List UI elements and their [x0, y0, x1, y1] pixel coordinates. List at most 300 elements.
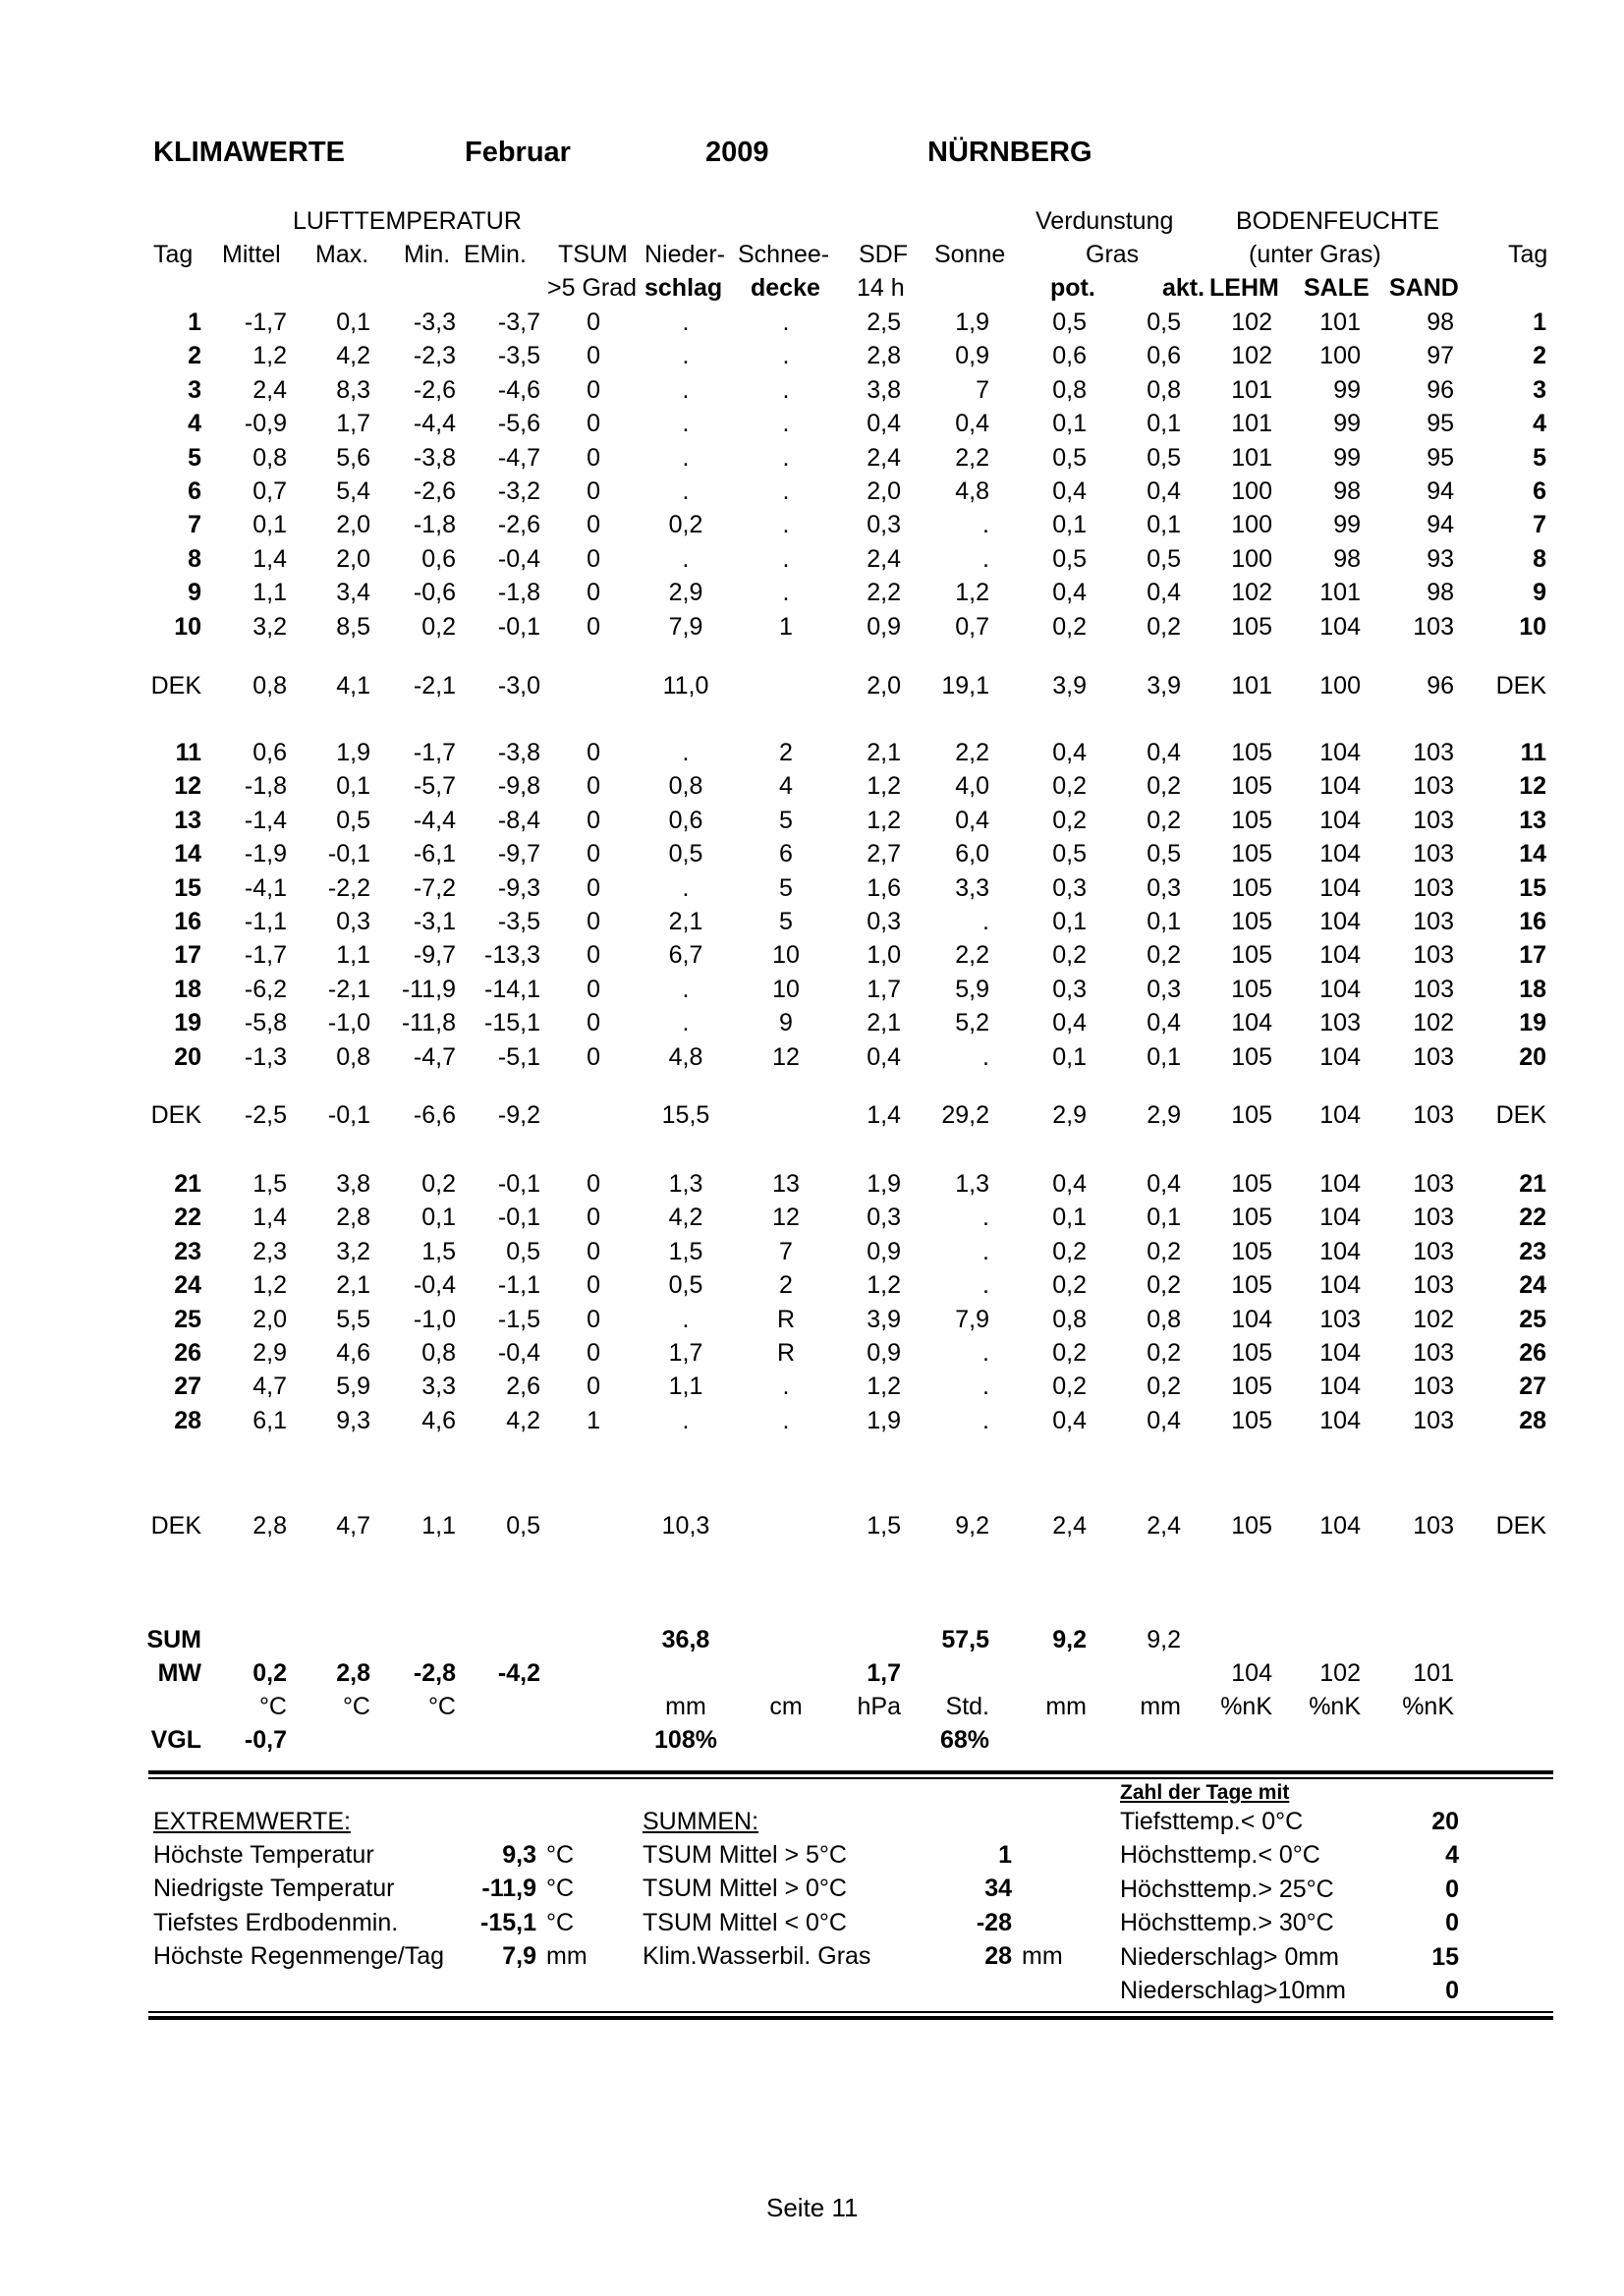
table-cell: 6	[1533, 477, 1546, 505]
dek-cell: 104	[1319, 1512, 1361, 1540]
page-number: Seite 11	[766, 2193, 859, 2222]
bottom-rule-bottom	[148, 2016, 1553, 2020]
table-cell: 0,1	[336, 772, 370, 801]
tage-label: Niederschlag>10mm	[1120, 1977, 1346, 2004]
table-cell: 1,4	[252, 544, 287, 573]
table-cell: -0,9	[244, 410, 287, 438]
title-month: Februar	[465, 137, 571, 168]
table-cell: -2,2	[327, 873, 370, 902]
table-cell: 105	[1231, 772, 1272, 801]
summary-vgl-cell: 108%	[654, 1726, 717, 1754]
extremwerte-unit: °C	[546, 1875, 575, 1903]
table-cell: 0,2	[421, 612, 456, 641]
table-cell: 103	[1413, 1271, 1454, 1300]
summary-units-cell: mm	[1140, 1693, 1181, 1720]
summary-mw-cell: 1,7	[867, 1659, 901, 1687]
table-cell: -0,1	[497, 1170, 540, 1198]
table-cell: -1,4	[244, 806, 287, 834]
table-cell: 7,9	[668, 612, 703, 641]
table-cell: 0,1	[1052, 1042, 1087, 1071]
table-cell: 22	[1519, 1204, 1546, 1232]
table-cell: 1,7	[668, 1339, 703, 1367]
table-cell: -9,7	[497, 840, 540, 868]
table-cell: 102	[1231, 342, 1272, 370]
summary-sum-cell: 57,5	[941, 1626, 989, 1653]
table-cell: -0,1	[497, 612, 540, 641]
table-cell: -1,1	[244, 908, 287, 935]
table-cell: 104	[1319, 840, 1361, 868]
dek-cell: 103	[1413, 1101, 1454, 1129]
table-cell: .	[682, 1406, 690, 1434]
table-cell: 5,9	[955, 975, 989, 1003]
dek-cell: 1,4	[867, 1101, 901, 1129]
table-cell: 0	[587, 342, 600, 370]
table-cell: 0,3	[1147, 975, 1181, 1003]
header-row1-cell: Mittel	[222, 241, 281, 268]
table-cell: -3,5	[497, 342, 540, 370]
table-cell: 0,4	[867, 410, 901, 438]
table-cell: -4,1	[244, 873, 287, 902]
table-cell: 1,0	[867, 941, 901, 970]
table-cell: 26	[174, 1339, 201, 1367]
table-cell: 2,4	[867, 443, 901, 472]
table-cell: 15	[174, 873, 201, 902]
table-cell: 2,0	[252, 1305, 287, 1333]
extremwerte-unit: mm	[546, 1942, 588, 1971]
table-cell: -7,2	[413, 873, 456, 902]
table-cell: 7	[188, 511, 201, 539]
table-cell: 4,2	[668, 1204, 703, 1232]
dek-cell: 105	[1231, 1512, 1272, 1540]
table-cell: 2,2	[867, 579, 901, 607]
dek-cell: 4,1	[336, 672, 370, 700]
table-cell: 2,8	[867, 342, 901, 370]
dek-cell: 96	[1427, 672, 1454, 700]
table-cell: 104	[1319, 873, 1361, 902]
table-cell: -4,7	[413, 1042, 456, 1071]
table-cell: 105	[1231, 1406, 1272, 1434]
table-cell: 0,1	[252, 511, 287, 539]
table-cell: 2,1	[867, 1009, 901, 1037]
table-cell: 0	[587, 975, 600, 1003]
table-cell: 104	[1319, 1170, 1361, 1198]
table-cell: 104	[1319, 806, 1361, 834]
table-cell: 0	[587, 511, 600, 539]
table-cell: 0,4	[1052, 1406, 1087, 1434]
table-cell: 17	[1519, 941, 1546, 970]
table-cell: 0,3	[1052, 975, 1087, 1003]
table-cell: 102	[1231, 308, 1272, 336]
table-cell: 0	[587, 612, 600, 641]
table-cell: 0,4	[955, 410, 989, 438]
dek-cell: 1,1	[421, 1512, 456, 1540]
table-cell: .	[982, 1372, 989, 1401]
table-cell: 104	[1319, 975, 1361, 1003]
table-cell: 0,8	[1052, 1305, 1087, 1333]
table-cell: 1,1	[336, 941, 370, 970]
table-cell: 93	[1427, 544, 1454, 573]
table-cell: .	[682, 375, 690, 404]
tage-label: Höchsttemp.> 25°C	[1120, 1875, 1334, 1903]
table-cell: 1,7	[867, 975, 901, 1003]
table-cell: 6,7	[668, 941, 703, 970]
summary-units-cell: hPa	[857, 1693, 901, 1720]
table-cell: 105	[1231, 1271, 1272, 1300]
table-cell: .	[982, 1271, 989, 1300]
table-cell: 99	[1333, 443, 1361, 472]
table-cell: 2,8	[336, 1204, 370, 1232]
table-cell: 0,2	[1052, 1339, 1087, 1367]
table-cell: 105	[1231, 908, 1272, 935]
table-cell: 100	[1231, 544, 1272, 573]
table-cell: 98	[1427, 308, 1454, 336]
dek-cell: DEK	[150, 1101, 201, 1129]
table-cell: 100	[1319, 342, 1361, 370]
table-cell: 0,2	[1147, 941, 1181, 970]
table-cell: 23	[1519, 1237, 1546, 1265]
header-row2-cell: SAND	[1389, 274, 1459, 302]
tage-label: Tiefsttemp.< 0°C	[1120, 1808, 1304, 1835]
extremwerte-label: Niedrigste Temperatur	[153, 1875, 395, 1903]
extremwerte-value: 9,3	[502, 1841, 536, 1869]
extremwerte-label: Tiefstes Erdbodenmin.	[153, 1908, 399, 1936]
summary-mw-cell: 104	[1231, 1659, 1272, 1687]
summary-vgl-cell: -0,7	[244, 1726, 287, 1754]
table-cell: 0	[587, 544, 600, 573]
table-cell: 0,5	[1052, 308, 1087, 336]
table-cell: 1,9	[336, 739, 370, 766]
table-cell: 105	[1231, 975, 1272, 1003]
tage-value: 0	[1445, 1909, 1459, 1937]
table-cell: 9,3	[336, 1406, 370, 1434]
table-cell: 0,1	[1052, 1204, 1087, 1232]
dek-cell: 29,2	[941, 1101, 989, 1129]
tage-label: Niederschlag> 0mm	[1120, 1942, 1340, 1971]
table-cell: 0,8	[421, 1339, 456, 1367]
table-cell: 102	[1413, 1305, 1454, 1333]
table-cell: 1,5	[421, 1237, 456, 1265]
table-cell: 103	[1413, 772, 1454, 801]
table-cell: 2,1	[668, 908, 703, 935]
table-cell: -3,1	[413, 908, 456, 935]
table-cell: 24	[1519, 1271, 1546, 1300]
table-cell: 1,5	[668, 1237, 703, 1265]
table-cell: -11,9	[401, 975, 456, 1003]
table-cell: 103	[1413, 1237, 1454, 1265]
table-cell: 1,9	[867, 1406, 901, 1434]
table-cell: 9	[779, 1009, 793, 1037]
table-cell: 21	[174, 1170, 201, 1198]
table-cell: 0,5	[1147, 840, 1181, 868]
separator-rule-top	[148, 1770, 1553, 1774]
table-cell: 0,7	[955, 612, 989, 641]
table-cell: 2,4	[252, 375, 287, 404]
summen-unit: mm	[1022, 1942, 1063, 1971]
table-cell: 0,4	[1052, 579, 1087, 607]
table-cell: .	[982, 1042, 989, 1071]
table-cell: 0	[587, 1372, 600, 1401]
table-cell: 0,5	[336, 806, 370, 834]
table-cell: 101	[1231, 375, 1272, 404]
table-cell: 5,5	[336, 1305, 370, 1333]
table-cell: 5	[779, 806, 793, 834]
table-cell: 99	[1333, 375, 1361, 404]
table-cell: .	[782, 443, 790, 472]
table-cell: 0	[587, 1237, 600, 1265]
table-cell: 0,5	[1052, 443, 1087, 472]
dek-cell: 10,3	[661, 1512, 710, 1540]
table-cell: 0,2	[1147, 1339, 1181, 1367]
dek-cell: 1,5	[867, 1512, 901, 1540]
table-cell: 0,4	[1052, 477, 1087, 505]
table-cell: -5,8	[244, 1009, 287, 1037]
table-cell: 0,4	[867, 1042, 901, 1071]
table-cell: 0,2	[1052, 1237, 1087, 1265]
table-cell: 5,2	[955, 1009, 989, 1037]
table-cell: 0	[587, 772, 600, 801]
dek-cell: DEK	[1495, 1101, 1546, 1129]
dek-cell: DEK	[1495, 1512, 1546, 1540]
table-cell: 2	[779, 1271, 793, 1300]
extremwerte-value: -15,1	[480, 1908, 536, 1936]
table-cell: 4,6	[421, 1406, 456, 1434]
header-verdunstung: Verdunstung	[1036, 207, 1174, 235]
table-cell: 0,1	[421, 1204, 456, 1232]
dek-cell: 15,5	[661, 1101, 710, 1129]
table-cell: 105	[1231, 941, 1272, 970]
table-cell: 95	[1427, 410, 1454, 438]
table-cell: 0,8	[336, 1042, 370, 1071]
table-cell: 0	[587, 1204, 600, 1232]
table-cell: 0,4	[1147, 579, 1181, 607]
table-cell: -0,1	[497, 1204, 540, 1232]
table-cell: 6	[779, 840, 793, 868]
table-cell: 4,2	[336, 342, 370, 370]
table-cell: 3,2	[252, 612, 287, 641]
table-cell: -2,1	[327, 975, 370, 1003]
table-cell: 103	[1413, 1042, 1454, 1071]
table-cell: 12	[174, 772, 201, 801]
table-cell: 20	[174, 1042, 201, 1071]
table-cell: 104	[1319, 908, 1361, 935]
table-cell: 98	[1333, 544, 1361, 573]
table-cell: 0,4	[1052, 1009, 1087, 1037]
table-cell: 19	[174, 1009, 201, 1037]
header-row1-cell: (unter Gras)	[1249, 241, 1381, 268]
table-cell: 0,4	[1147, 1009, 1181, 1037]
table-cell: 2,0	[336, 511, 370, 539]
table-cell: 0,7	[252, 477, 287, 505]
table-cell: 104	[1319, 739, 1361, 766]
table-cell: 0	[587, 308, 600, 336]
table-cell: 0,9	[955, 342, 989, 370]
table-cell: 26	[1519, 1339, 1546, 1367]
header-row2-cell: LEHM	[1209, 274, 1279, 302]
table-cell: 103	[1413, 873, 1454, 902]
table-cell: 105	[1231, 840, 1272, 868]
table-cell: -2,6	[497, 511, 540, 539]
table-cell: 2,9	[252, 1339, 287, 1367]
table-cell: 11	[1520, 739, 1546, 766]
summary-units-cell: %nK	[1309, 1693, 1361, 1720]
extremwerte-value: -11,9	[481, 1875, 536, 1903]
table-cell: 1,2	[252, 1271, 287, 1300]
dek-cell: 103	[1413, 1512, 1454, 1540]
table-cell: 1,3	[668, 1170, 703, 1198]
table-cell: 21	[1519, 1170, 1546, 1198]
table-cell: 101	[1319, 579, 1361, 607]
summen-label: TSUM Mittel > 0°C	[643, 1875, 847, 1903]
summen-heading: SUMMEN:	[643, 1808, 759, 1835]
table-cell: 2,0	[867, 477, 901, 505]
table-cell: 105	[1231, 806, 1272, 834]
table-cell: 0,5	[1147, 544, 1181, 573]
dek-cell: 9,2	[955, 1512, 989, 1540]
table-cell: 1,2	[867, 772, 901, 801]
table-cell: .	[782, 544, 790, 573]
extremwerte-unit: °C	[546, 1908, 575, 1936]
dek-cell: 3,9	[1147, 672, 1181, 700]
table-cell: 0,8	[1147, 1305, 1181, 1333]
table-cell: .	[682, 1305, 690, 1333]
dek-cell: DEK	[150, 672, 201, 700]
table-cell: 9	[1533, 579, 1546, 607]
table-cell: 2,7	[867, 840, 901, 868]
table-cell: 95	[1427, 443, 1454, 472]
table-cell: 17	[174, 941, 201, 970]
dek-cell: -9,2	[497, 1101, 540, 1129]
summary-units-cell: Std.	[945, 1693, 989, 1720]
table-cell: .	[682, 443, 690, 472]
summen-value: 34	[984, 1875, 1012, 1903]
header-row1-cell: EMin.	[464, 241, 527, 268]
table-cell: 1	[1533, 308, 1546, 336]
table-cell: .	[782, 410, 790, 438]
table-cell: 105	[1231, 873, 1272, 902]
table-cell: 103	[1413, 941, 1454, 970]
table-cell: 0,4	[1052, 1170, 1087, 1198]
table-cell: 105	[1231, 1372, 1272, 1401]
table-cell: 22	[174, 1204, 201, 1232]
extremwerte-label: Höchste Temperatur	[153, 1841, 374, 1869]
summary-sum-cell: SUM	[146, 1626, 201, 1653]
table-cell: -6,1	[413, 840, 456, 868]
table-cell: 18	[1519, 975, 1546, 1003]
table-cell: 9	[188, 579, 201, 607]
table-cell: 2,1	[336, 1271, 370, 1300]
table-cell: 0,1	[1147, 1042, 1181, 1071]
table-cell: 0,5	[1147, 308, 1181, 336]
header-row1-cell: Sonne	[934, 241, 1006, 268]
header-row1-cell: Tag	[1508, 241, 1548, 268]
table-cell: 1,9	[955, 308, 989, 336]
table-cell: 7	[976, 375, 989, 404]
summary-units-cell: mm	[665, 1693, 706, 1720]
table-cell: 98	[1333, 477, 1361, 505]
table-cell: -11,8	[401, 1009, 456, 1037]
table-cell: -3,2	[497, 477, 540, 505]
summen-value: 28	[984, 1942, 1012, 1971]
table-cell: 14	[174, 840, 201, 868]
table-cell: 8,3	[336, 375, 370, 404]
table-cell: .	[682, 410, 690, 438]
table-cell: 13	[1519, 806, 1546, 834]
table-cell: 0,2	[1147, 1372, 1181, 1401]
table-cell: .	[682, 1009, 690, 1037]
table-cell: 27	[174, 1372, 201, 1401]
table-cell: 25	[174, 1305, 201, 1333]
table-cell: 104	[1319, 1271, 1361, 1300]
table-cell: 2,0	[336, 544, 370, 573]
header-row2-cell: 14 h	[857, 274, 905, 302]
table-cell: 5,6	[336, 443, 370, 472]
table-cell: 23	[174, 1237, 201, 1265]
table-cell: 104	[1319, 1406, 1361, 1434]
header-row1-cell: Tag	[153, 241, 194, 268]
table-cell: 0,9	[867, 612, 901, 641]
table-cell: 0,2	[1052, 806, 1087, 834]
tage-value: 20	[1431, 1808, 1459, 1835]
table-cell: 0,5	[506, 1237, 540, 1265]
table-cell: 1,6	[867, 873, 901, 902]
table-cell: 0,1	[1147, 1204, 1181, 1232]
table-cell: -0,4	[413, 1271, 456, 1300]
table-cell: 0,4	[1147, 1170, 1181, 1198]
table-cell: 18	[174, 975, 201, 1003]
table-cell: 1,9	[867, 1170, 901, 1198]
table-cell: 0,4	[1147, 1406, 1181, 1434]
table-cell: 103	[1413, 1170, 1454, 1198]
table-cell: 10	[772, 975, 800, 1003]
summary-units-cell: cm	[769, 1693, 803, 1720]
dek-cell: 2,4	[1147, 1512, 1181, 1540]
table-cell: -1,7	[244, 308, 287, 336]
table-cell: 14	[1519, 840, 1546, 868]
table-cell: 99	[1333, 410, 1361, 438]
dek-cell: 2,4	[1052, 1512, 1087, 1540]
table-cell: 0,3	[1147, 873, 1181, 902]
table-cell: 12	[772, 1042, 800, 1071]
table-cell: -1,0	[413, 1305, 456, 1333]
table-cell: .	[682, 739, 690, 766]
table-cell: 103	[1413, 806, 1454, 834]
table-cell: 0,1	[1147, 511, 1181, 539]
table-cell: .	[782, 375, 790, 404]
table-cell: 103	[1413, 612, 1454, 641]
table-cell: 3,3	[955, 873, 989, 902]
dek-cell: 105	[1231, 1101, 1272, 1129]
table-cell: 2,5	[867, 308, 901, 336]
table-cell: 102	[1413, 1009, 1454, 1037]
dek-cell: 0,8	[252, 672, 287, 700]
summary-units-cell: %nK	[1402, 1693, 1454, 1720]
table-cell: -1,8	[244, 772, 287, 801]
table-cell: 4,8	[955, 477, 989, 505]
dek-cell: -2,1	[413, 672, 456, 700]
table-cell: 0,2	[1147, 806, 1181, 834]
table-cell: -0,1	[327, 840, 370, 868]
dek-cell: DEK	[150, 1512, 201, 1540]
table-cell: 11	[175, 739, 201, 766]
table-cell: -1,7	[413, 739, 456, 766]
table-cell: 19	[1519, 1009, 1546, 1037]
table-cell: 103	[1413, 1406, 1454, 1434]
dek-cell: 19,1	[941, 672, 989, 700]
table-cell: 104	[1319, 1042, 1361, 1071]
table-cell: 101	[1319, 308, 1361, 336]
summary-mw-cell: 101	[1413, 1659, 1454, 1687]
table-cell: 1,2	[867, 806, 901, 834]
